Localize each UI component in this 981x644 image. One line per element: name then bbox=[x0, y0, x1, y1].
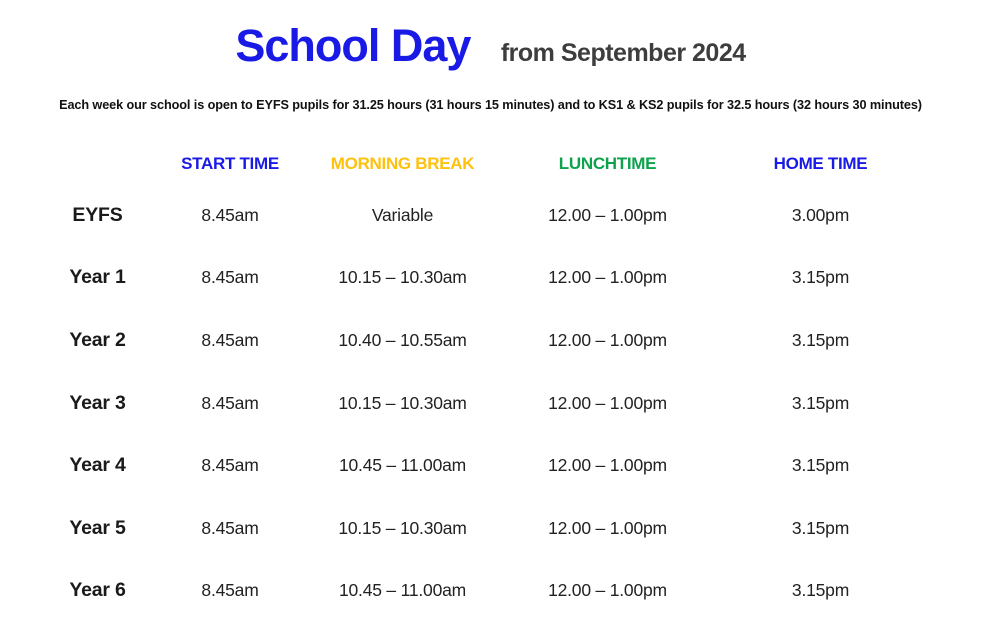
cell-morning-break-year-4: 10.45 – 11.00am bbox=[338, 455, 467, 476]
cell-start-time-eyfs: 8.45am bbox=[201, 204, 259, 225]
row-label-year-2: Year 2 bbox=[69, 328, 126, 351]
cell-start-time-year-3: 8.45am bbox=[201, 392, 259, 413]
row-label-year-4: Year 4 bbox=[69, 454, 126, 477]
cell-lunchtime-year-1: 12.00 – 1.00pm bbox=[548, 267, 667, 288]
cell-lunchtime-eyfs: 12.00 – 1.00pm bbox=[548, 204, 667, 225]
cell-home-time-year-1: 3.15pm bbox=[791, 267, 850, 288]
cell-lunchtime-year-2: 12.00 – 1.00pm bbox=[548, 329, 667, 350]
cell-start-time-year-4: 8.45am bbox=[201, 455, 259, 476]
column-header-home-time: HOME TIME bbox=[773, 154, 868, 173]
column-header-lunchtime: LUNCHTIME bbox=[558, 154, 657, 173]
corner-cell bbox=[40, 144, 155, 184]
row-label-year-1: Year 1 bbox=[69, 266, 126, 289]
row-label-year-6: Year 6 bbox=[69, 579, 126, 602]
cell-start-time-year-5: 8.45am bbox=[201, 517, 259, 538]
row-label-year-5: Year 5 bbox=[69, 516, 126, 539]
page-title-date: from September 2024 bbox=[500, 39, 746, 67]
cell-morning-break-year-5: 10.15 – 10.30am bbox=[338, 517, 467, 538]
cell-start-time-year-1: 8.45am bbox=[201, 267, 259, 288]
cell-morning-break-year-1: 10.15 – 10.30am bbox=[338, 267, 467, 288]
cell-morning-break-year-6: 10.45 – 11.00am bbox=[338, 580, 467, 601]
cell-home-time-year-6: 3.15pm bbox=[791, 580, 850, 601]
row-label-year-3: Year 3 bbox=[69, 391, 126, 414]
cell-lunchtime-year-6: 12.00 – 1.00pm bbox=[548, 580, 667, 601]
cell-home-time-eyfs: 3.00pm bbox=[791, 204, 850, 225]
cell-morning-break-year-2: 10.40 – 10.55am bbox=[338, 329, 467, 350]
cell-lunchtime-year-3: 12.00 – 1.00pm bbox=[548, 392, 667, 413]
timetable bbox=[0, 144, 981, 622]
column-header-start-time: START TIME bbox=[181, 154, 279, 173]
cell-home-time-year-4: 3.15pm bbox=[791, 455, 850, 476]
page-title: School Day bbox=[235, 20, 471, 71]
cell-start-time-year-6: 8.45am bbox=[201, 580, 259, 601]
cell-home-time-year-3: 3.15pm bbox=[791, 392, 850, 413]
cell-home-time-year-5: 3.15pm bbox=[791, 517, 850, 538]
row-label-eyfs: EYFS bbox=[72, 203, 123, 226]
column-header-morning-break: MORNING BREAK bbox=[330, 154, 475, 173]
cell-morning-break-year-3: 10.15 – 10.30am bbox=[338, 392, 467, 413]
cell-start-time-year-2: 8.45am bbox=[201, 329, 259, 350]
header bbox=[0, 20, 981, 72]
cell-lunchtime-year-5: 12.00 – 1.00pm bbox=[548, 517, 667, 538]
weekly-hours-summary: Each week our school is open to EYFS pupils for 31.25 hours (31 hours 15 minutes) and to KS1 & KS2 pupils for 32.5 hours (32 hours 30 minutes) bbox=[59, 98, 922, 112]
cell-lunchtime-year-4: 12.00 – 1.00pm bbox=[548, 455, 667, 476]
cell-home-time-year-2: 3.15pm bbox=[791, 329, 850, 350]
cell-morning-break-eyfs: Variable bbox=[371, 204, 434, 225]
